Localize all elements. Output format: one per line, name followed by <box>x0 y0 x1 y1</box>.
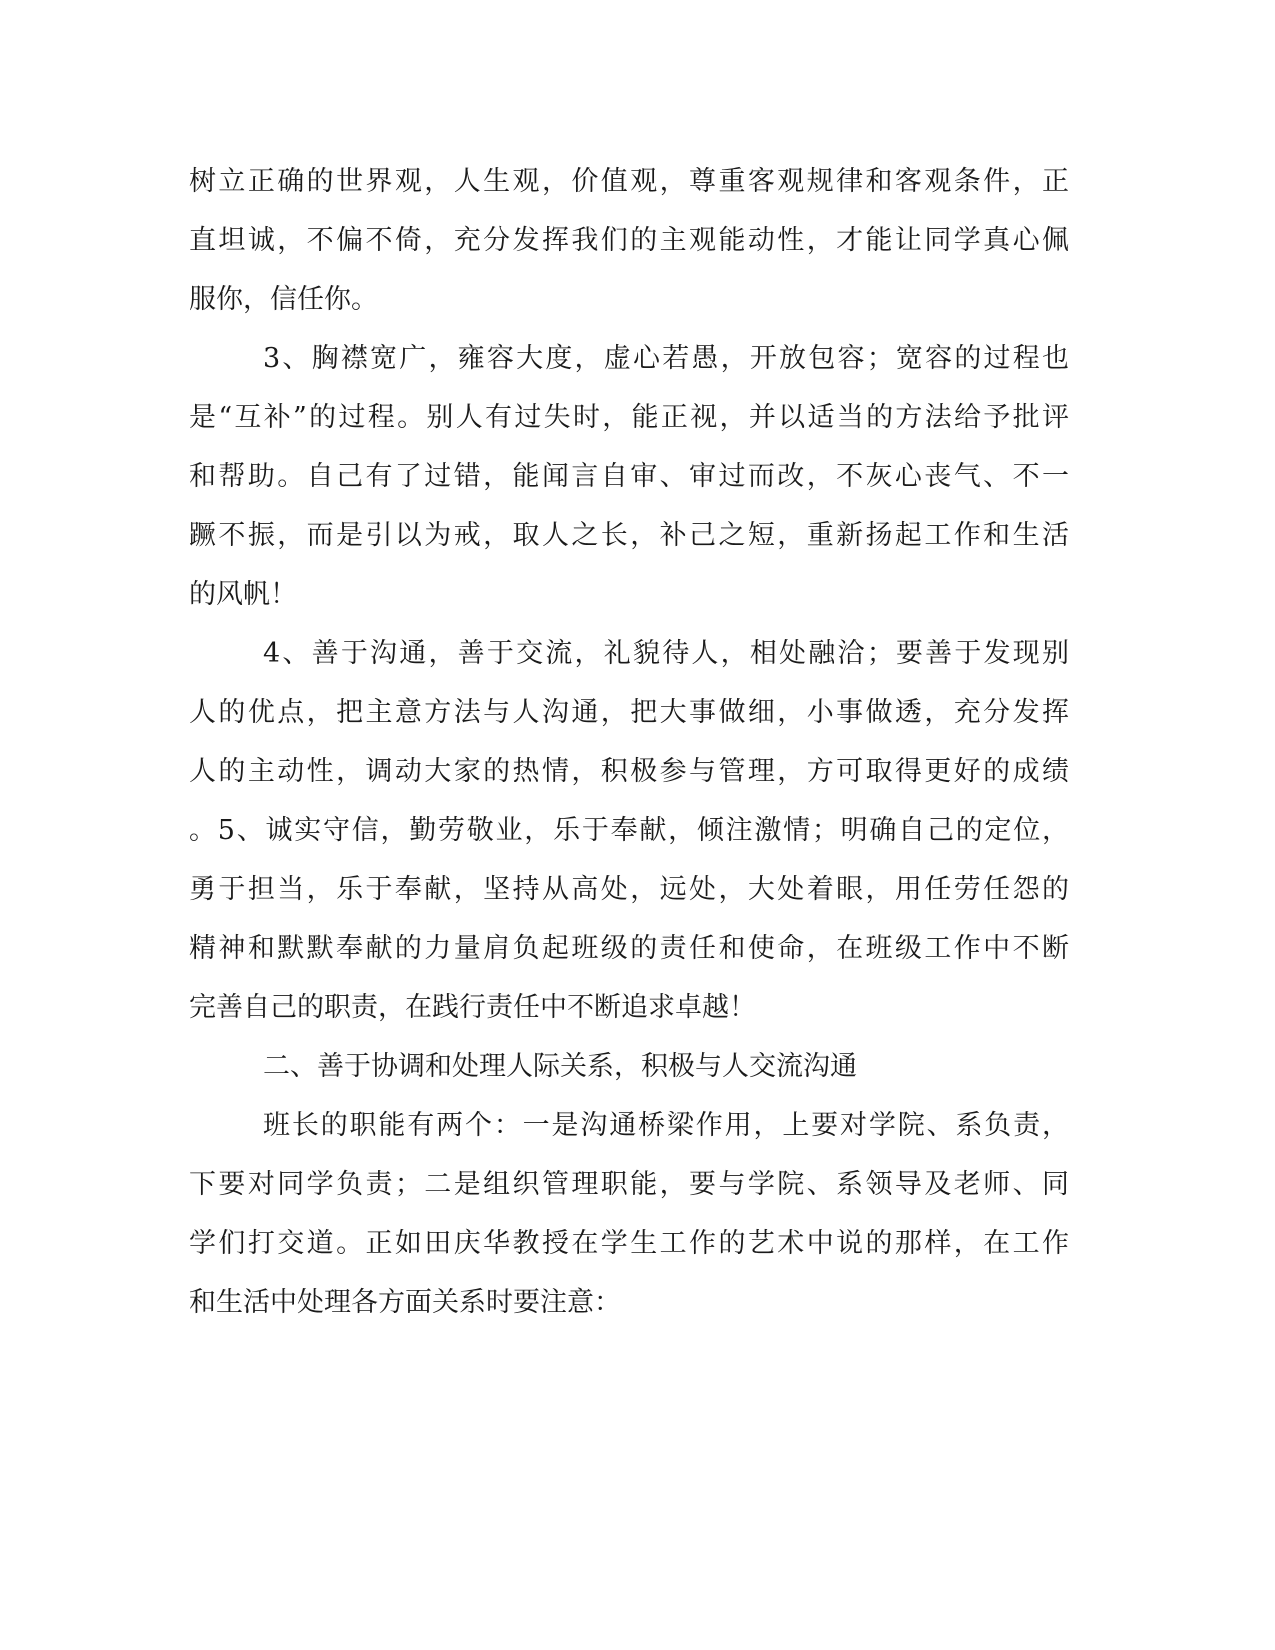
paragraph-line: 下要对同学负责；二是组织管理职能，要与学院、系领导及老师、同 <box>189 1169 1069 1200</box>
paragraph-line: 蹶不振，而是引以为戒，取人之长，补己之短，重新扬起工作和生活 <box>189 520 1069 551</box>
paragraph-line: 班长的职能有两个：一是沟通桥梁作用，上要对学院、系负责， <box>263 1110 1069 1141</box>
paragraph-line: 的风帆！ <box>189 579 297 610</box>
section-heading: 二、善于协调和处理人际关系，积极与人交流沟通 <box>263 1051 857 1082</box>
paragraph-line: 精神和默默奉献的力量肩负起班级的责任和使命，在班级工作中不断 <box>189 933 1069 964</box>
paragraph-line: 服你，信任你。 <box>189 284 378 315</box>
paragraph-line: 树立正确的世界观，人生观，价值观，尊重客观规律和客观条件，正 <box>189 166 1069 197</box>
paragraph-line: 人的优点，把主意方法与人沟通，把大事做细，小事做透，充分发挥 <box>189 697 1069 728</box>
paragraph-line: 和生活中处理各方面关系时要注意： <box>189 1287 621 1318</box>
paragraph-line: 直坦诚，不偏不倚，充分发挥我们的主观能动性，才能让同学真心佩 <box>189 225 1069 256</box>
paragraph-line: 人的主动性，调动大家的热情，积极参与管理，方可取得更好的成绩 <box>189 756 1069 787</box>
paragraph-line: 学们打交道。正如田庆华教授在学生工作的艺术中说的那样，在工作 <box>189 1228 1069 1259</box>
paragraph-line: 完善自己的职责，在践行责任中不断追求卓越！ <box>189 992 756 1023</box>
paragraph-line: 是“互补”的过程。别人有过失时，能正视，并以适当的方法给予批评 <box>189 402 1069 433</box>
paragraph-line: 和帮助。自己有了过错，能闻言自审、审过而改，不灰心丧气、不一 <box>189 461 1069 492</box>
paragraph-line: 4、善于沟通，善于交流，礼貌待人，相处融洽；要善于发现别 <box>263 638 1069 669</box>
paragraph-line: 勇于担当，乐于奉献，坚持从高处，远处，大处着眼，用任劳任怨的 <box>189 874 1069 905</box>
paragraph-line: 3、胸襟宽广，雍容大度，虚心若愚，开放包容；宽容的过程也 <box>263 343 1069 374</box>
paragraph-line: 。5、诚实守信，勤劳敬业，乐于奉献，倾注激情；明确自己的定位， <box>189 815 1069 846</box>
